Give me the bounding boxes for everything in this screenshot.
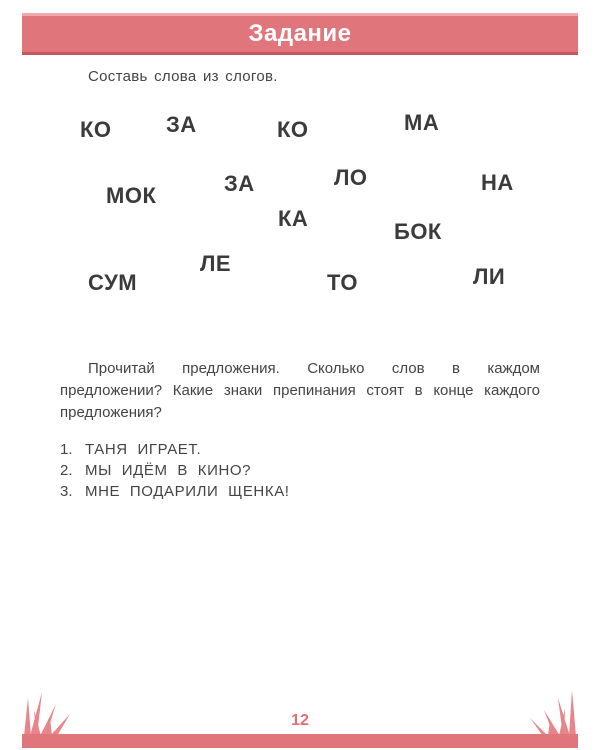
syllable: ЛИ [473,264,506,289]
sentence-list [60,439,290,502]
header-bar [22,13,578,55]
syllable: КО [277,117,309,142]
sentence-number: 2. [60,462,73,479]
syllable: ЗА [166,112,197,137]
syllable: ТО [327,270,359,295]
syllable: КО [80,117,112,142]
syllable: ЛО [334,165,368,190]
syllable: МА [404,110,440,135]
syllable: НА [481,170,514,195]
sentence-text: МНЕ ПОДАРИЛИ ЩЕНКА! [85,483,290,500]
syllable: ЗА [224,171,255,196]
syllable: КА [278,206,309,231]
syllable: БОК [394,219,442,244]
sentence-text: ТАНЯ ИГРАЕТ. [85,441,202,458]
syllable: ЛЕ [200,251,232,276]
sentence-text: МЫ ИДЁМ В КИНО? [85,462,252,479]
task-question: Прочитай предложения. Сколько слов в каждом предложении? Какие знаки препинания стоят в конце каждого предложения? [60,360,540,421]
task-instruction: Составь слова из слогов. [88,68,278,85]
sentence-number: 3. [60,483,73,500]
sentence-item [60,439,290,460]
footer-bar [22,734,578,748]
syllable: СУМ [88,270,138,295]
sentence-item [60,460,290,481]
sentence-number: 1. [60,441,73,458]
sentence-item [60,481,290,502]
page-title: Задание [248,20,352,47]
syllable: МОК [106,183,157,208]
page-number: 12 [291,712,309,729]
